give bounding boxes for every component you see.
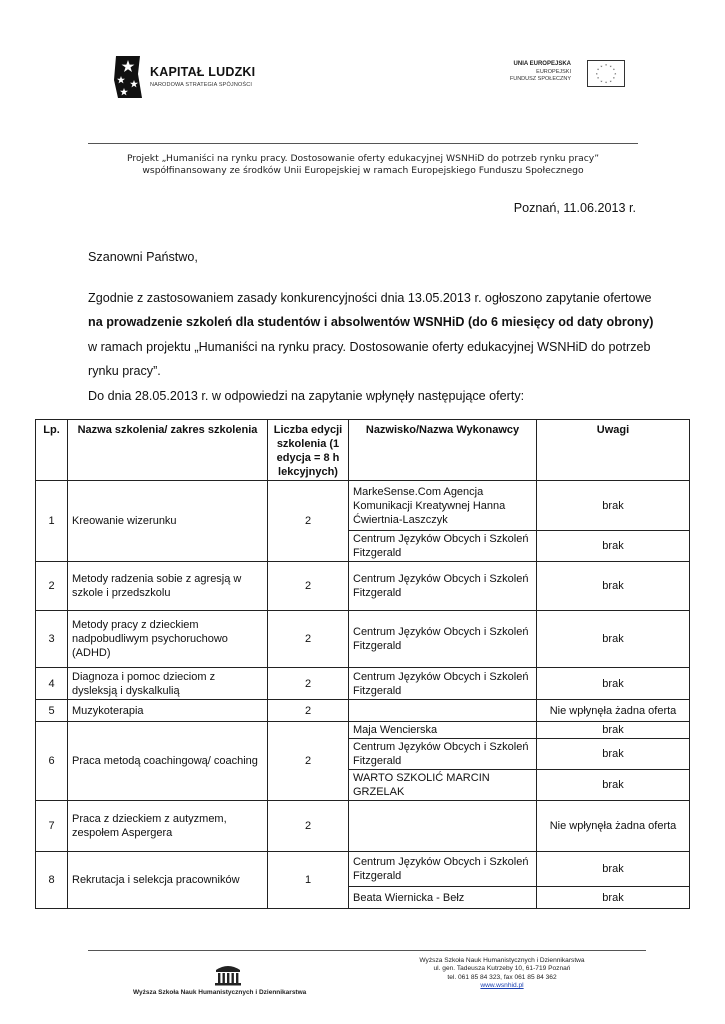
- kapital-ludzki-logo: [112, 54, 262, 102]
- header-remarks: Uwagi: [537, 420, 690, 481]
- cell-training-name: Muzykoterapia: [68, 700, 268, 722]
- cell-contractor: Centrum Języków Obcych i Szkoleń Fitzgerald: [349, 531, 537, 562]
- cell-contractor: Centrum Języków Obcych i Szkoleń Fitzgerald: [349, 611, 537, 668]
- svg-text:*: *: [609, 64, 612, 69]
- table-row: [36, 611, 690, 668]
- cell-training-name: Metody radzenia sobie z agresją w szkole i przedszkolu: [68, 562, 268, 611]
- offers-table: [35, 419, 690, 909]
- cell-lp: 2: [36, 562, 68, 611]
- project-description: [88, 153, 638, 177]
- svg-text:*: *: [600, 64, 603, 69]
- cell-training-name: Praca z dzieckiem z autyzmem, zespołem Aspergera: [68, 801, 268, 852]
- svg-text:*: *: [609, 79, 612, 84]
- table-row: [36, 801, 690, 852]
- cell-training-name: Rekrutacja i selekcja pracowników: [68, 852, 268, 909]
- cell-contractor: Centrum Języków Obcych i Szkoleń Fitzgerald: [349, 852, 537, 887]
- cell-training-name: Diagnoza i pomoc dzieciom z dysleksją i dyskalkulią: [68, 668, 268, 700]
- svg-text:*: *: [595, 72, 598, 77]
- svg-text:*: *: [605, 81, 607, 86]
- cell-remark: brak: [537, 668, 690, 700]
- cell-contractor: Centrum Języków Obcych i Szkoleń Fitzgerald: [349, 739, 537, 770]
- kapital-ludzki-emblem-icon: [112, 54, 144, 100]
- cell-contractor: WARTO SZKOLIĆ MARCIN GRZELAK: [349, 770, 537, 801]
- cell-remark: Nie wpłynęła żadna oferta: [537, 700, 690, 722]
- cell-remark: brak: [537, 562, 690, 611]
- cell-contractor: MarkeSense.Com Agencja Komunikacji Kreatywnej Hanna Ćwiertnia-Laszczyk: [349, 481, 537, 531]
- cell-lp: 6: [36, 722, 68, 801]
- cell-editions: 2: [268, 611, 349, 668]
- footer-address-phone: tel. 061 85 84 323, fax 061 85 84 362: [447, 973, 557, 981]
- header-training-name: Nazwa szkolenia/ zakres szkolenia: [68, 420, 268, 481]
- cell-lp: 8: [36, 852, 68, 909]
- body-line-3: w ramach projektu „Humaniści na rynku pracy. Dostosowanie oferty edukacyjnej WSNHiD do potrzeb: [88, 340, 651, 354]
- svg-text:*: *: [597, 68, 599, 72]
- body-line-1: Zgodnie z zastosowaniem zasady konkurencyjności dnia 13.05.2013 r. ogłoszono zapytanie ofertowe: [88, 291, 652, 305]
- cell-contractor: Centrum Języków Obcych i Szkoleń Fitzgerald: [349, 562, 537, 611]
- table-row: [36, 852, 690, 887]
- svg-text:*: *: [597, 76, 599, 81]
- table-row: [36, 700, 690, 722]
- header-editions: Liczba edycji szkolenia (1 edycja = 8 h lekcyjnych): [268, 420, 349, 481]
- cell-editions: 1: [268, 852, 349, 909]
- school-building-logo-icon: [213, 961, 243, 987]
- cell-editions: 2: [268, 562, 349, 611]
- cell-remark: brak: [537, 611, 690, 668]
- cell-editions: 2: [268, 722, 349, 801]
- cell-remark: brak: [537, 770, 690, 801]
- project-line-1: Projekt „Humaniści na rynku pracy. Dostosowanie oferty edukacyjnej WSNHiD do potrzeb rynku pracy”: [126, 153, 600, 164]
- footer-website-link[interactable]: www.wsnhid.pl: [480, 982, 524, 990]
- cell-remark: brak: [537, 531, 690, 562]
- footer-school-name: Wyższa Szkoła Nauk Humanistycznych i Dziennikarstwa: [133, 989, 307, 996]
- cell-remark: brak: [537, 722, 690, 739]
- eu-logo-text: [510, 61, 571, 82]
- footer-address-street: ul. gen. Tadeusza Kutrzeby 10, 61-719 Poznań: [433, 965, 571, 973]
- cell-lp: 4: [36, 668, 68, 700]
- footer-address-name: Wyższa Szkoła Nauk Humanistycznych i Dziennikarstwa: [419, 957, 585, 964]
- body-line-2-bold: na prowadzenie szkoleń dla studentów i absolwentów WSNHiD (do 6 miesięcy od daty obrony): [88, 315, 654, 329]
- cell-training-name: Metody pracy z dzieckiem nadpobudliwym psychoruchowo (ADHD): [68, 611, 268, 668]
- cell-contractor: Maja Wencierska: [349, 722, 537, 739]
- svg-text:*: *: [614, 72, 617, 77]
- cell-remark: brak: [537, 852, 690, 887]
- cell-editions: 2: [268, 481, 349, 562]
- project-line-2: współfinansowany ze środków Unii Europejskiej w ramach Europejskiego Funduszu Społecznego: [142, 165, 584, 176]
- table-row: [36, 668, 690, 700]
- kapital-ludzki-title: KAPITAŁ LUDZKI: [150, 65, 256, 79]
- header-lp: Lp.: [36, 420, 68, 481]
- cell-editions: 2: [268, 668, 349, 700]
- footer-address: [402, 957, 602, 991]
- svg-text:*: *: [613, 68, 615, 72]
- eu-logo-line3: FUNDUSZ SPOŁECZNY: [509, 76, 571, 82]
- svg-text:*: *: [613, 76, 615, 81]
- table-row: [36, 722, 690, 739]
- greeting: Szanowni Państwo,: [88, 250, 198, 264]
- body-line-4: rynku pracy”.: [88, 364, 161, 378]
- eu-logo-line2: EUROPEJSKI: [536, 69, 571, 75]
- body-line-5: Do dnia 28.05.2013 r. w odpowiedzi na zapytanie wpłynęły następujące oferty:: [88, 389, 525, 403]
- cell-editions: 2: [268, 700, 349, 722]
- cell-contractor: Beata Wiernicka - Bełz: [349, 887, 537, 909]
- cell-remark: brak: [537, 887, 690, 909]
- eu-social-fund-logo: [500, 58, 625, 92]
- header-contractor: Nazwisko/Nazwa Wykonawcy: [349, 420, 537, 481]
- cell-editions: 2: [268, 801, 349, 852]
- cell-lp: 7: [36, 801, 68, 852]
- cell-contractor: Centrum Języków Obcych i Szkoleń Fitzgerald: [349, 668, 537, 700]
- table-body: [36, 481, 690, 909]
- table-row: [36, 481, 690, 531]
- cell-remark: Nie wpłynęła żadna oferta: [537, 801, 690, 852]
- footer-divider: [88, 950, 646, 951]
- table-header-row: [36, 420, 690, 481]
- letter-date: Poznań, 11.06.2013 r.: [513, 201, 636, 215]
- cell-remark: brak: [537, 739, 690, 770]
- cell-lp: 5: [36, 700, 68, 722]
- kapital-ludzki-subtitle: NARODOWA STRATEGIA SPÓJNOŚCI: [150, 82, 252, 88]
- svg-text:*: *: [605, 63, 607, 68]
- cell-lp: 1: [36, 481, 68, 562]
- header-divider: [88, 143, 638, 144]
- cell-training-name: Kreowanie wizerunku: [68, 481, 268, 562]
- cell-contractor: [349, 801, 537, 852]
- eu-logo-line1: UNIA EUROPEJSKA: [513, 61, 571, 67]
- cell-contractor: [349, 700, 537, 722]
- svg-text:*: *: [600, 79, 603, 84]
- cell-remark: brak: [537, 481, 690, 531]
- table-row: [36, 562, 690, 611]
- eu-flag-icon: [587, 60, 625, 87]
- cell-training-name: Praca metodą coachingową/ coaching: [68, 722, 268, 801]
- cell-lp: 3: [36, 611, 68, 668]
